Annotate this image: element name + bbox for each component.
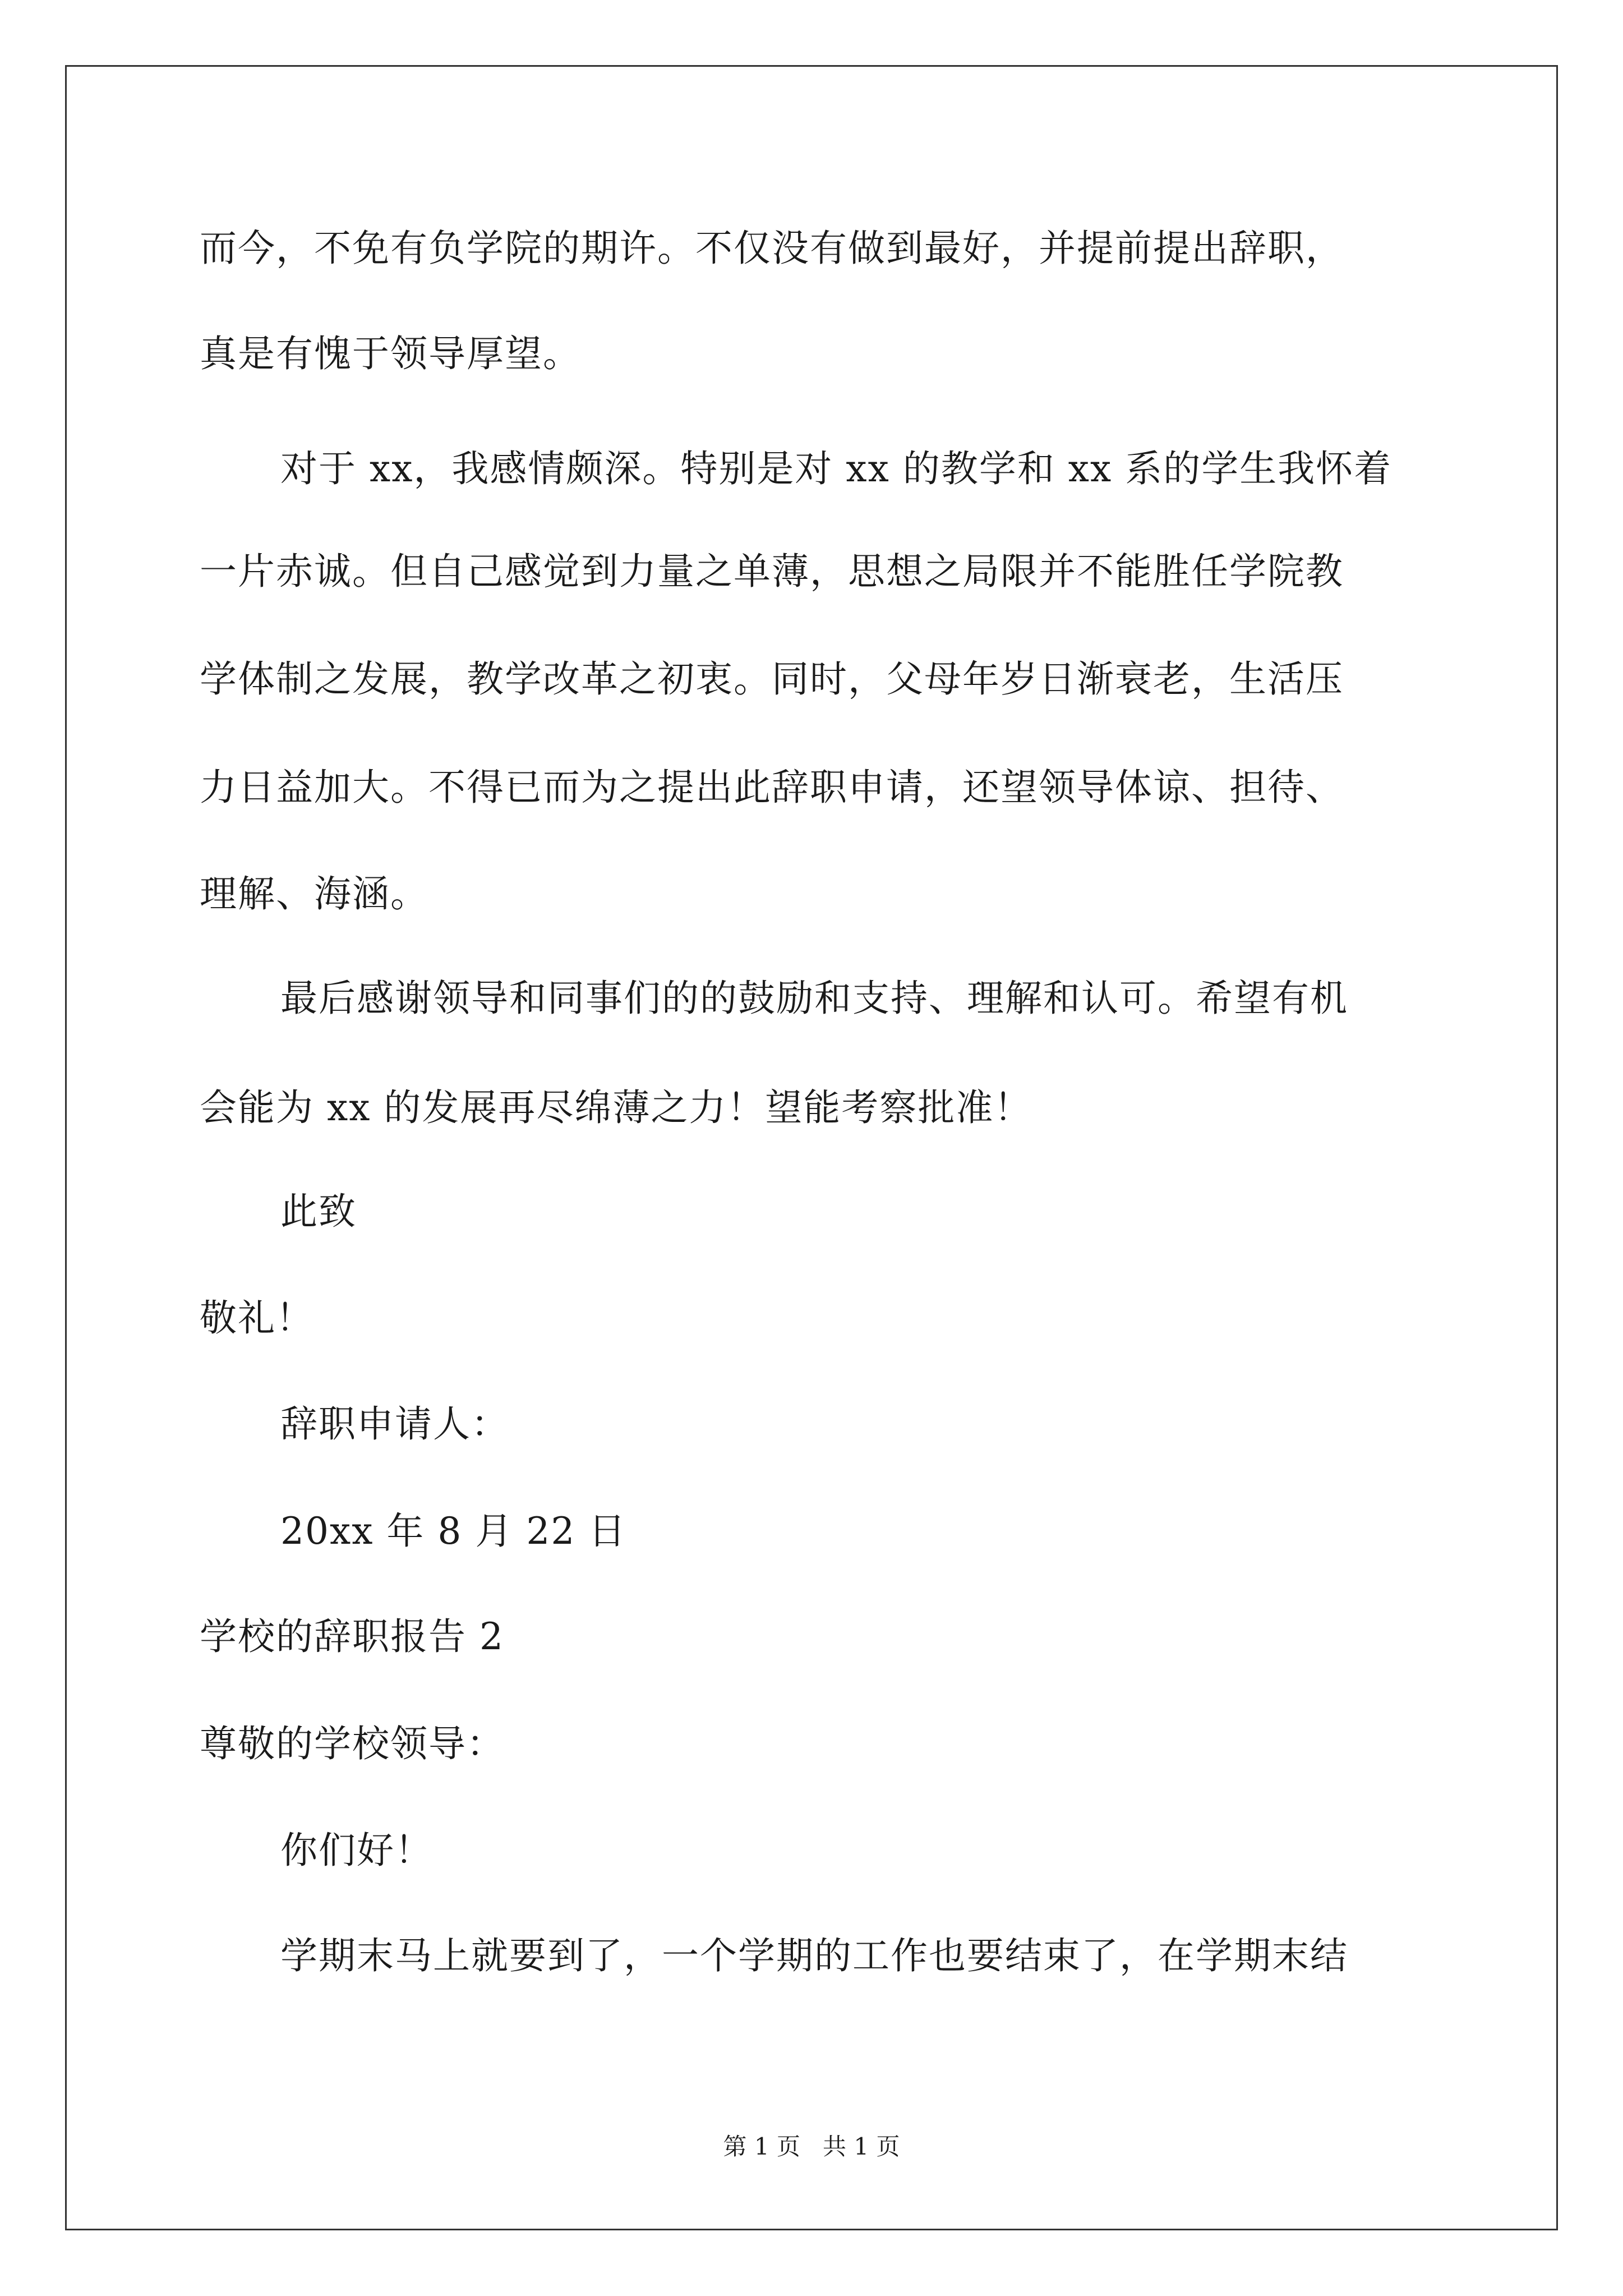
page-border [65,65,1558,2230]
page-number: 第 1 页 共 1 页 [723,2133,900,2160]
body-line: 理解、海涵。 [200,872,428,915]
body-line: 力日益加大。不得已而为之提出此辞职申请，还望领导体谅、担待、 [200,766,1344,809]
greeting-line: 你们好！ [280,1829,433,1872]
body-line: 真是有愧于领导厚望。 [200,332,581,375]
body-line: 会能为 xx 的发展再尽绵薄之力！望能考察批准！ [200,1086,1032,1129]
body-line: 一片赤诚。但自己感觉到力量之单薄，思想之局限并不能胜任学院教 [200,550,1344,593]
closing-regards: 敬礼！ [200,1296,314,1340]
body-line: 而今，不免有负学院的期许。不仅没有做到最好，并提前提出辞职， [200,227,1344,270]
section-heading: 学校的辞职报告 2 [200,1615,504,1658]
body-line: 学体制之发展，教学改革之初衷。同时，父母年岁日渐衰老，生活压 [200,657,1344,701]
body-line: 最后感谢领导和同事们的的鼓励和支持、理解和认可。希望有机 [280,977,1348,1020]
body-line: 对于 xx，我感情颇深。特别是对 xx 的教学和 xx 系的学生我怀着 [280,447,1393,490]
date-line: 20xx 年 8 月 22 日 [280,1510,627,1553]
signature-label: 辞职申请人： [280,1402,509,1446]
closing-salutation: 此致 [280,1190,357,1233]
greeting-line: 尊敬的学校领导： [200,1722,505,1765]
body-line: 学期末马上就要到了，一个学期的工作也要结束了，在学期末结 [280,1934,1348,1977]
